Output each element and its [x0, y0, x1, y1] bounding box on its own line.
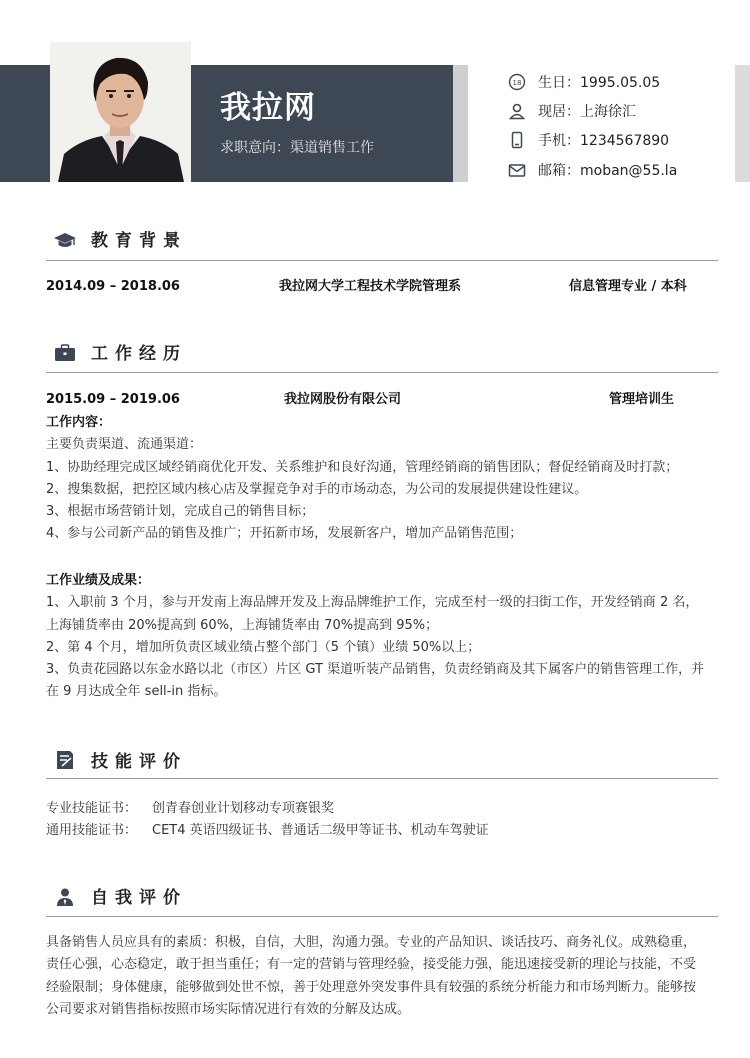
contact-location — [508, 100, 636, 122]
self-evaluation-text — [46, 932, 696, 1021]
section-divider — [46, 260, 718, 261]
achievement-line: 3、负责花园路以东金水路以北（市区）片区 GT 渠道听装产品销售，负责经销商及其下属客户的销售管理工作，并 — [46, 662, 705, 678]
section-title-self: 自我评价 — [91, 888, 187, 908]
skill-value: 创青春创业计划移动专项赛银奖 — [152, 801, 335, 816]
self-evaluation-line: 责任心强，心态稳定，敢于担当重任；有一定的营销与管理经验，接受能力强，能迅速接受新的理论与技能，不受 — [46, 957, 697, 973]
self-evaluation-line: 经验限制；身体健康，能够做到处世不惊，善于处理意外突发事件具有较强的系统分析能力和市场判断力。能够按 — [46, 979, 697, 995]
candidate-name: 我拉网 — [220, 90, 316, 126]
job-intent: 求职意向：渠道销售工作 — [220, 140, 374, 156]
contact-mail-text: 邮箱：moban@55.la — [538, 163, 678, 179]
work-content-line: 3、根据市场营销计划，完成自己的销售目标； — [46, 504, 315, 520]
work-position: 管理培训生 — [609, 392, 675, 407]
section-title-skills: 技能评价 — [91, 752, 187, 772]
skill-item — [46, 822, 489, 840]
profile-photo — [50, 42, 191, 182]
achievement-line: 1、入职前 3 个月，参与开发南上海品牌开发及上海品牌维护工作，完成至村一级的扫街工作，开发经销商 2 名， — [46, 595, 699, 611]
svg-text:18: 18 — [512, 79, 522, 87]
header-band-left — [0, 65, 50, 182]
skill-label: 通用技能证书： — [46, 823, 138, 838]
section-title-work: 工作经历 — [91, 344, 187, 364]
contact-birthday-text: 生日：1995.05.05 — [538, 75, 661, 91]
education-major: 信息管理专业 / 本科 — [569, 279, 687, 294]
self-evaluation-line: 公司要求对销售指标按照市场实际情况进行有效的分解及达成。 — [46, 1001, 411, 1017]
work-content-line: 2、搜集数据，把控区域内核心店及掌握竞争对手的市场动态，为公司的发展提供建设性建议。 — [46, 481, 588, 497]
section-title-education: 教育背景 — [91, 231, 187, 251]
header-accent-bar-right — [735, 65, 750, 182]
section-divider — [46, 372, 718, 373]
mail-icon — [508, 161, 526, 179]
location-icon — [508, 102, 526, 120]
birthday-icon — [508, 73, 526, 91]
work-content-line: 4、参与公司新产品的销售及推广；开拓新市场，发展新客户，增加产品销售范围； — [46, 526, 523, 542]
achievement-line: 2、第 4 个月，增加所负责区域业绩占整个部门（5 个镇）业绩 50%以上； — [46, 639, 481, 655]
work-content — [46, 412, 678, 546]
work-content-label: 工作内容： — [46, 415, 112, 430]
self-evaluation-line: 具备销售人员应具有的素质：积极，自信，大胆，沟通力强。专业的产品知识、谈话技巧、商务礼仪。成熟稳重， — [46, 935, 697, 950]
achievement-line: 上海铺货率由 20%提高到 60%，上海铺货率由 70%提高到 95%； — [46, 617, 439, 633]
graduation-cap-icon — [53, 230, 77, 252]
work-achievements-label: 工作业绩及成果： — [46, 573, 151, 588]
work-company: 我拉网股份有限公司 — [284, 392, 402, 407]
education-period: 2014.09 – 2018.06 — [46, 279, 180, 294]
contact-mail — [508, 159, 677, 181]
header-accent-bar — [453, 65, 468, 182]
work-content-line: 主要负责渠道、流通渠道： — [46, 437, 203, 453]
skill-value: CET4 英语四级证书、普通话二级甲等证书、机动车驾驶证 — [152, 823, 489, 838]
contact-location-text: 现居：上海徐汇 — [538, 104, 636, 120]
section-divider — [46, 778, 718, 779]
person-icon — [53, 886, 77, 908]
achievement-line: 在 9 月达成全年 sell-in 指标。 — [46, 684, 227, 700]
contact-phone-text: 手机：1234567890 — [538, 133, 670, 149]
work-content-line: 1、协助经理完成区域经销商优化开发、关系维护和良好沟通，管理经销商的销售团队；督促经销商及时打款； — [46, 459, 679, 475]
briefcase-icon — [53, 342, 77, 364]
phone-icon — [508, 131, 526, 149]
contact-birthday — [508, 71, 660, 93]
contact-phone — [508, 129, 669, 151]
certificate-icon — [53, 749, 77, 771]
work-period: 2015.09 – 2019.06 — [46, 392, 180, 407]
section-divider — [46, 916, 718, 917]
skill-item — [46, 800, 335, 818]
skill-label: 专业技能证书： — [46, 801, 138, 816]
work-achievements — [46, 570, 704, 704]
education-school: 我拉网大学工程技术学院管理系 — [279, 279, 462, 294]
